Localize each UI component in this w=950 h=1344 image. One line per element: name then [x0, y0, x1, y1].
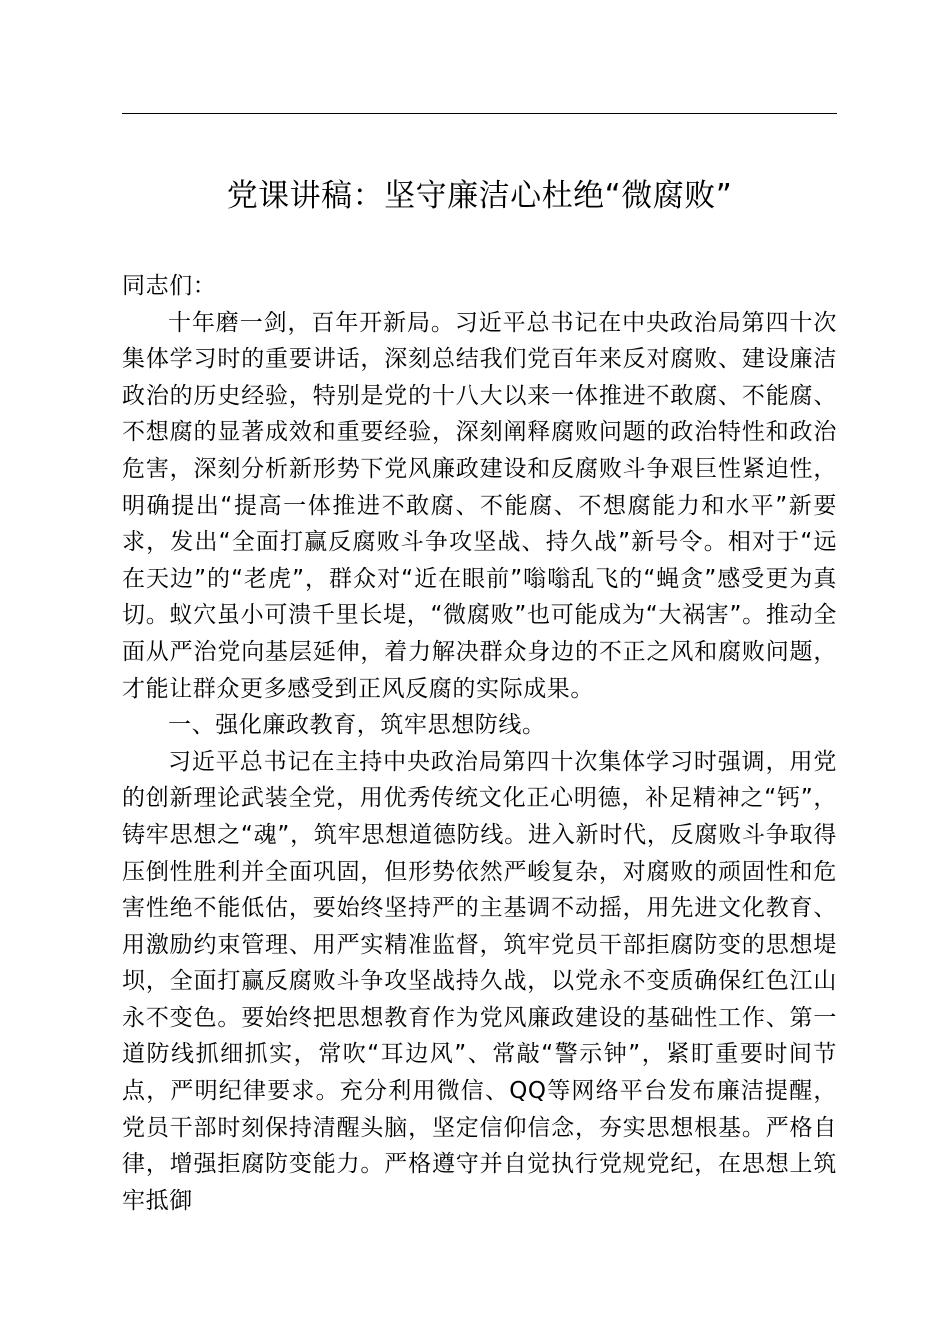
document-title: 党课讲稿：坚守廉洁心杜绝“微腐败” [226, 178, 733, 214]
section-heading: 一、强化廉政教育，筑牢思想防线。 [168, 712, 546, 739]
body-paragraph: 十年磨一剑，百年开新局。习近平总书记在中央政治局第四十次集体学习时的重要讲话，深刻总结我们党百年来反对腐败、建设廉洁政治的历史经验，特别是党的十八大以来一体推进不敢腐、不能腐、不想腐的显著成效和重要经验，深刻阐释腐败问题的政治特性和政治危害，深刻分析新形势下党风廉政建设和反腐败斗争艰巨性紧迫性，明确提出“提高一体推进不敢腐、不能腐、不想腐能力和水平”新要求，发出“全面打赢反腐败斗争攻坚战、持久战”新号令。相对于“远在天边”的“老虎”，群众对“近在眼前”嗡嗡乱飞的“蝇贪”感受更为真切。蚁穴虽小可溃千里长堤，“微腐败”也可能成为“大祸害”。推动全面从严治党向基层延伸，着力解决群众身边的不正之风和腐败问题，才能让群众更多感受到正风反腐的实际成果。 [122, 309, 837, 702]
header-divider [122, 113, 837, 114]
document-body [122, 268, 837, 1219]
body-paragraph: 习近平总书记在主持中央政治局第四十次集体学习时强调，用党的创新理论武装全党，用优秀传统文化正心明德，补足精神之“钙”，铸牢思想之“魂”，筑牢思想道德防线。进入新时代，反腐败斗争取得压倒性胜利并全面巩固，但形势依然严峻复杂，对腐败的顽固性和危害性绝不能低估，要始终坚持严的主基调不动摇，用先进文化教育、用激励约束管理、用严实精准监督，筑牢党员干部拒腐防变的思想堤坝，全面打赢反腐败斗争攻坚战持久战，以党永不变质确保红色江山永不变色。要始终把思想教育作为党风廉政建设的基础性工作、第一道防线抓细抓实，常吹“耳边风”、常敲“警示钟”，紧盯重要时间节点，严明纪律要求。充分利用微信、QQ等网络平台发布廉洁提醒，党员干部时刻保持清醒头脑，坚定信仰信念，夯实思想根基。严格自律，增强拒腐防变能力。严格遵守并自觉执行党规党纪，在思想上筑牢抵御 [122, 748, 837, 1214]
salutation: 同志们： [122, 273, 217, 299]
